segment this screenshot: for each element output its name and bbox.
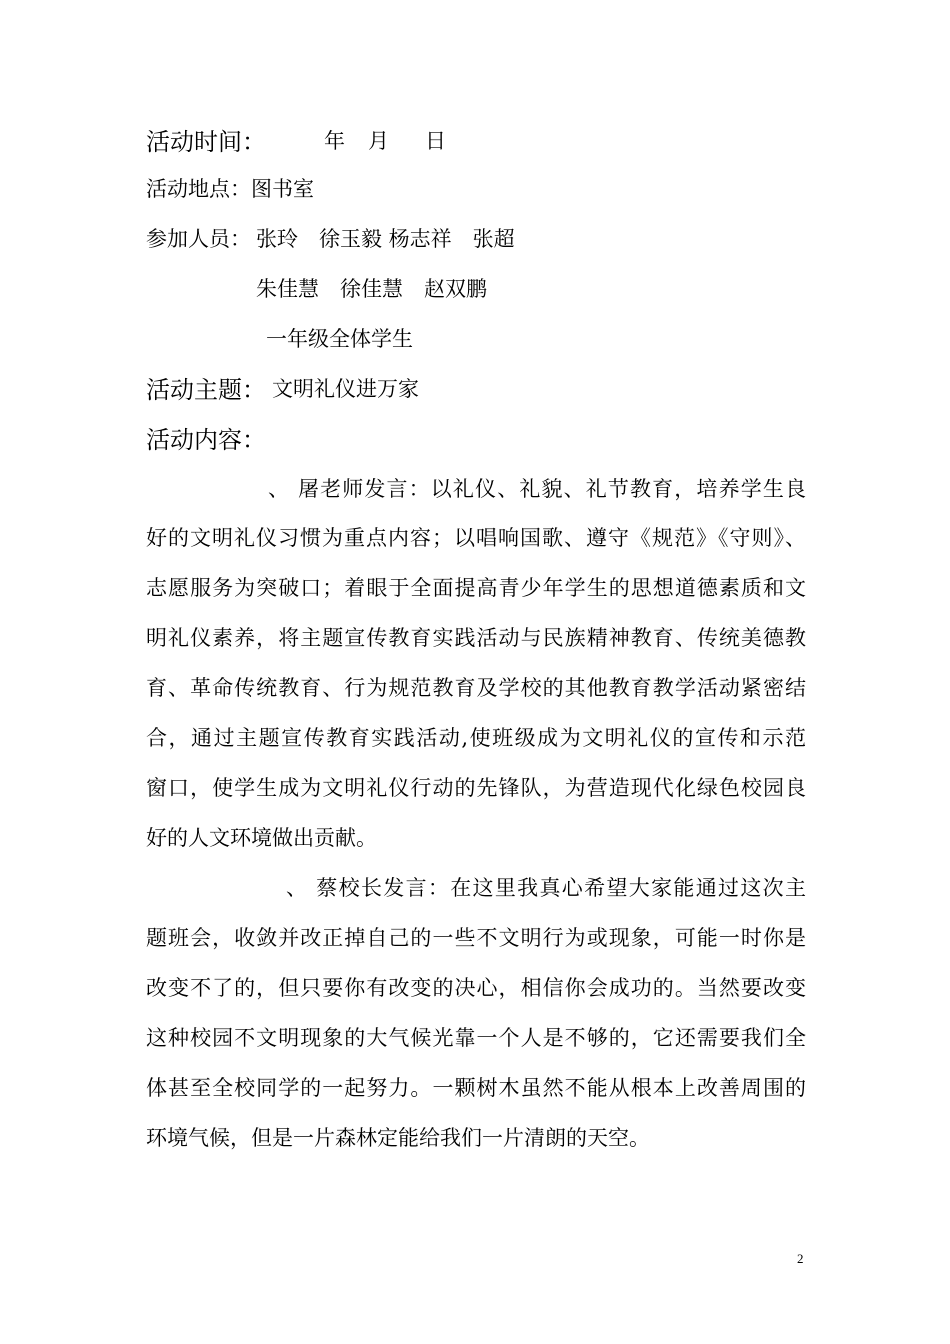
paragraph-line: 窗口，使学生成为文明礼仪行动的先锋队，为营造现代化绿色校园良 [146, 776, 806, 800]
paragraph-line: 明礼仪素养，将主题宣传教育实践活动与民族精神教育、传统美德教 [146, 626, 806, 650]
paragraph-line: 合，通过主题宣传教育实践活动,使班级成为文明礼仪的宣传和示范 [146, 726, 806, 750]
participants-line-3: 一年级全体学生 [266, 327, 413, 351]
activity-time-year: 年 [324, 129, 345, 153]
paragraph-line: 、 屠老师发言：以礼仪、礼貌、礼节教育，培养学生良 [268, 477, 806, 501]
participants-label: 参加人员： [146, 227, 251, 251]
paragraph-line: 好的人文环境做出贡献。 [146, 826, 377, 850]
page-number: 2 [797, 1251, 804, 1266]
paragraph-line: 好的文明礼仪习惯为重点内容；以唱响国歌、遵守《规范》《守则》、 [146, 526, 806, 550]
paragraph-line: 体甚至全校同学的一起努力。一颗树木虽然不能从根本上改善周围的 [146, 1076, 806, 1100]
activity-content-label: 活动内容： [146, 426, 266, 454]
paragraph-line: 改变不了的，但只要你有改变的决心，相信你会成功的。当然要改变 [146, 976, 806, 1000]
paragraph-line: 志愿服务为突破口；着眼于全面提高青少年学生的思想道德素质和文 [146, 576, 806, 600]
activity-time-label: 活动时间： [146, 128, 266, 156]
participants-line-2: 朱佳慧 徐佳慧 赵双鹏 [256, 277, 487, 301]
activity-time-day: 日 [425, 129, 446, 153]
activity-theme-value: 文明礼仪进万家 [272, 377, 419, 401]
paragraph-line: 环境气候，但是一片森林定能给我们一片清朗的天空。 [146, 1126, 650, 1150]
paragraph-line: 这种校园不文明现象的大气候光靠一个人是不够的，它还需要我们全 [146, 1026, 806, 1050]
paragraph-line: 、 蔡校长发言：在这里我真心希望大家能通过这次主 [286, 876, 806, 900]
participants-line-1: 张玲 徐玉毅 杨志祥 张超 [256, 227, 515, 251]
paragraph-line: 题班会，收敛并改正掉自己的一些不文明行为或现象，可能一时你是 [146, 926, 806, 950]
activity-place: 活动地点：图书室 [146, 177, 314, 201]
activity-time-month: 月 [368, 129, 389, 153]
paragraph-line: 育、革命传统教育、行为规范教育及学校的其他教育教学活动紧密结 [146, 676, 806, 700]
activity-theme-label: 活动主题： [146, 376, 266, 404]
